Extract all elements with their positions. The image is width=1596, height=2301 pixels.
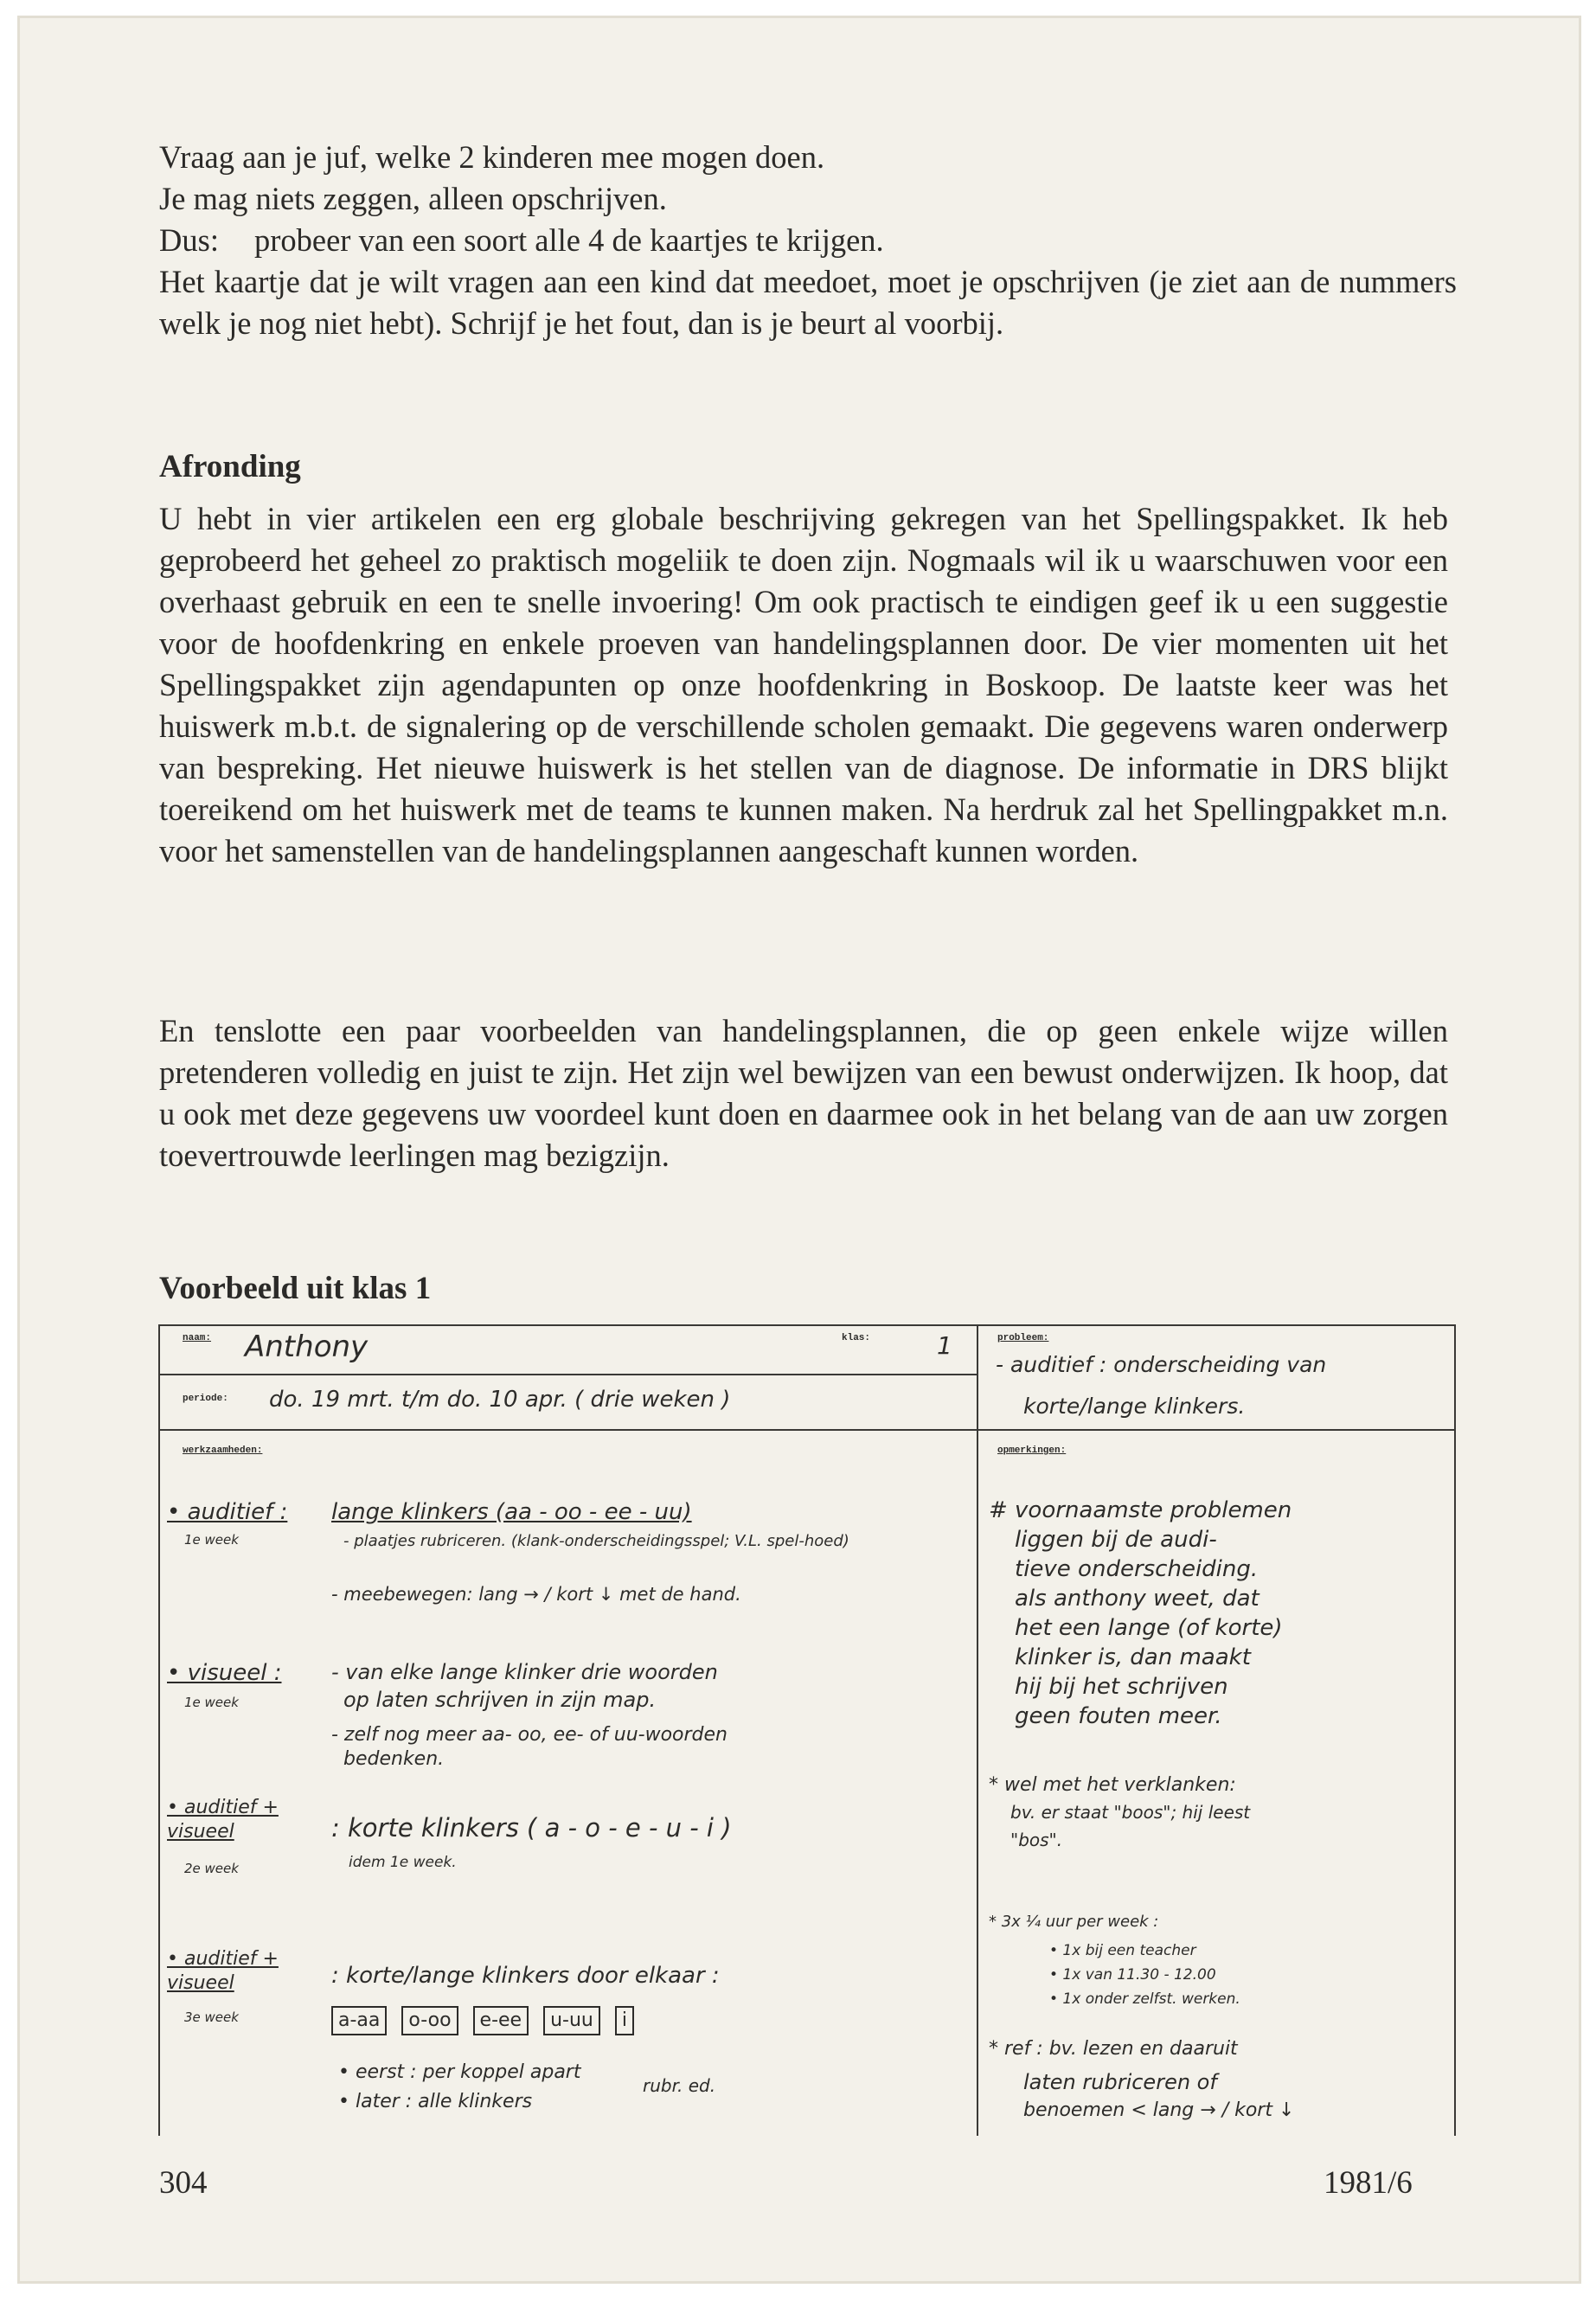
form-row-divider-2 bbox=[158, 1429, 1456, 1431]
opm-line: benoemen < lang → / kort ↓ bbox=[1023, 2099, 1295, 2121]
werk-entry-week: 2e week bbox=[184, 1861, 239, 1876]
werk-entry-label: • auditief + visueel bbox=[167, 1797, 279, 1843]
werk-entry-week: 3e week bbox=[184, 2009, 239, 2025]
probleem-value-2: korte/lange klinkers. bbox=[1023, 1394, 1246, 1419]
dus-row bbox=[159, 220, 1457, 261]
klinker-pairs bbox=[331, 2006, 643, 2035]
werk-line: : korte klinkers ( a - o - e - u - i ) bbox=[331, 1813, 732, 1843]
klinker-pair: e-ee bbox=[473, 2006, 529, 2035]
werk-entry-label: • auditief : bbox=[167, 1499, 288, 1525]
werk-line: • later : alle klinkers bbox=[338, 2091, 533, 2112]
issue-number: 1981/6 bbox=[1324, 2165, 1413, 2201]
werkzaamheden-label: werkzaamheden: bbox=[183, 1445, 263, 1456]
werk-line: - van elke lange klinker drie woorden bbox=[331, 1660, 718, 1684]
werk-line: - plaatjes rubriceren. (klank-onderscheidingsspel; V.L. spel-hoed) bbox=[343, 1532, 849, 1550]
opm-line: * 3x ¼ uur per week : bbox=[989, 1913, 1159, 1931]
opm-line: hij bij het schrijven bbox=[1015, 1674, 1228, 1700]
werk-entry-label: • auditief + visueel bbox=[167, 1948, 279, 1994]
probleem-label: probleem: bbox=[997, 1333, 1049, 1343]
intro-line-1: Vraag aan je juf, welke 2 kinderen mee mogen doen. bbox=[159, 139, 825, 175]
dus-text: probeer van een soort alle 4 de kaartjes te krijgen. bbox=[254, 222, 884, 258]
opmerkingen-label: opmerkingen: bbox=[997, 1445, 1067, 1456]
intro-block bbox=[159, 137, 1457, 344]
klinker-pair: o-oo bbox=[401, 2006, 458, 2035]
opm-line: bv. er staat "boos"; hij leest bbox=[1010, 1802, 1251, 1823]
dus-continuation: Het kaartje dat je wilt vragen aan een kind dat meedoet, moet je opschrijven (je ziet aan de nummers welk je nog niet hebt). Schrijf je het fout, dan is je beurt al voorbij. bbox=[159, 264, 1457, 341]
opm-line: • 1x van 11.30 - 12.00 bbox=[1049, 1966, 1216, 1984]
werk-line: : korte/lange klinkers door elkaar : bbox=[331, 1963, 720, 1989]
action-plan-form bbox=[158, 1324, 1456, 2136]
werk-line: • eerst : per koppel apart bbox=[338, 2061, 581, 2083]
werk-entry-label: • visueel : bbox=[167, 1660, 282, 1686]
klas-label: klas: bbox=[842, 1333, 871, 1343]
opm-line: geen fouten meer. bbox=[1015, 1703, 1222, 1729]
klinker-pair: u-uu bbox=[543, 2006, 600, 2035]
klinker-pair: a-aa bbox=[331, 2006, 387, 2035]
werk-line: - zelf nog meer aa- oo, ee- of uu-woorden bbox=[331, 1724, 727, 1746]
opm-line: # voornaamste problemen bbox=[989, 1497, 1292, 1523]
naam-value: Anthony bbox=[245, 1330, 369, 1364]
periode-value: do. 19 mrt. t/m do. 10 apr. ( drie weken ) bbox=[269, 1387, 731, 1413]
form-column-divider bbox=[977, 1324, 978, 2136]
opm-line: klinker is, dan maakt bbox=[1015, 1644, 1251, 1670]
probleem-value-1: - auditief : onderscheiding van bbox=[996, 1352, 1327, 1377]
page bbox=[17, 16, 1581, 2284]
form-row-divider-1 bbox=[158, 1374, 977, 1375]
intro-line-2: Je mag niets zeggen, alleen opschrijven. bbox=[159, 181, 667, 216]
opm-line: • 1x onder zelfst. werken. bbox=[1049, 1990, 1240, 2008]
opm-line: * ref : bv. lezen en daaruit bbox=[989, 2038, 1238, 2060]
werk-line: lange klinkers (aa - oo - ee - uu) bbox=[331, 1499, 692, 1525]
dus-label: Dus: bbox=[159, 222, 219, 258]
opm-line: * wel met het verklanken: bbox=[989, 1774, 1236, 1796]
opm-line: liggen bij de audi- bbox=[1015, 1527, 1217, 1553]
example-heading: Voorbeeld uit klas 1 bbox=[159, 1271, 432, 1306]
werk-entry-week: 1e week bbox=[184, 1695, 239, 1710]
opm-line: als anthony weet, dat bbox=[1015, 1586, 1259, 1612]
afronding-paragraph-1: U hebt in vier artikelen een erg globale beschrijving gekregen van het Spellingspakket. Ik heb geprobeerd het geheel zo praktisch mogeliik te doen zijn. Nogmaals wil ik u waarschuwen voor een overhaast gebruik en een te snelle invoering! Om ook practisch te eindigen geef ik u een suggestie voor de hoofdenkring en enkele proeven van handelingsplannen door. De vier momenten uit het Spellingspakket zijn agendapunten op onze hoofdenkring in Boskoop. De laatste keer was het huiswerk m.b.t. de signalering op de verschillende scholen gemaakt. Die gegevens waren onderwerp van bespreking. Het nieuwe huiswerk is het stellen van de diagnose. De informatie in DRS blijkt toereikend om het huiswerk met de teams te kunnen maken. Na herdruk zal het Spellingpakket m.n. voor het samenstellen van de handelingsplannen aangeschaft kunnen worden. bbox=[159, 501, 1448, 868]
naam-label: naam: bbox=[183, 1333, 212, 1343]
werk-line: bedenken. bbox=[343, 1748, 445, 1770]
werk-entry-week: 1e week bbox=[184, 1532, 239, 1548]
werk-line: op laten schrijven in zijn map. bbox=[343, 1688, 657, 1712]
periode-label: periode: bbox=[183, 1394, 228, 1404]
opm-line: tieve onderscheiding. bbox=[1015, 1556, 1259, 1582]
opm-line: • 1x bij een teacher bbox=[1049, 1942, 1196, 1959]
werk-line: rubr. ed. bbox=[643, 2075, 716, 2096]
klinker-pair: i bbox=[615, 2006, 634, 2035]
werk-line: - meebewegen: lang → / kort ↓ met de hand. bbox=[331, 1584, 741, 1605]
opm-line: "bos". bbox=[1010, 1830, 1063, 1850]
opm-line: laten rubriceren of bbox=[1023, 2070, 1217, 2094]
klas-value: 1 bbox=[937, 1331, 952, 1360]
page-number: 304 bbox=[159, 2165, 208, 2201]
werk-line: idem 1e week. bbox=[349, 1854, 457, 1871]
afronding-heading: Afronding bbox=[159, 449, 301, 484]
afronding-paragraph-2: En tenslotte een paar voorbeelden van handelingsplannen, die op geen enkele wijze willen pretenderen volledig en juist te zijn. Het zijn wel bewijzen van een bewust onderwijzen. Ik hoop, dat u ook met deze gegevens uw voordeel kunt doen en daarmee ook in het belang van de aan uw zorgen toevertrouwde leerlingen mag bezigzijn. bbox=[159, 1013, 1448, 1173]
opm-line: het een lange (of korte) bbox=[1015, 1615, 1283, 1641]
